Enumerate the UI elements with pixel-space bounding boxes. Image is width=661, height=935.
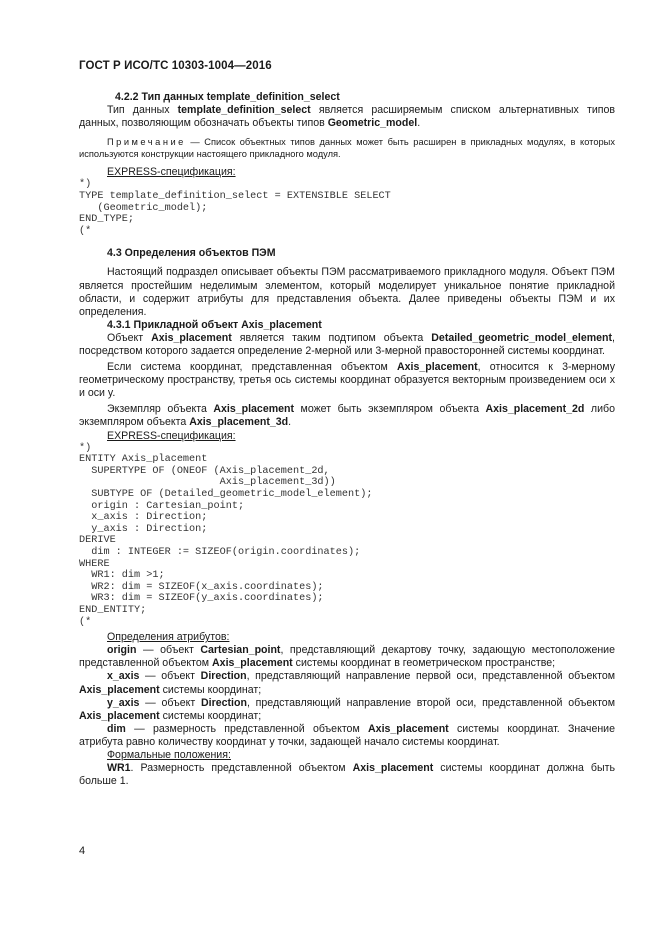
attribute-definitions-label: Определения атрибутов: bbox=[107, 631, 230, 644]
attribute-x-axis: x_axis — объект Direction, представляющий направление первой оси, представленной объектом Axis_placement системы координат; bbox=[79, 670, 616, 696]
page-header: ГОСТ Р ИСО/ТС 10303-1004—2016 bbox=[79, 60, 272, 72]
paragraph-axis-placement-2: Если система координат, представленная объектом Axis_placement, относится к 3-мерному геометрическому пространству, третья ось системы координат образуется векторным произведением оси x и оси y. bbox=[79, 361, 615, 400]
heading-4-3-1: 4.3.1 Прикладной объект Axis_placement bbox=[107, 318, 322, 331]
paragraph-axis-placement-3: Экземпляр объекта Axis_placement может быть экземпляром объекта Axis_placement_2d либо экземпляром объекта Axis_placement_3d. bbox=[79, 403, 615, 429]
express-label-1: EXPRESS-спецификация: bbox=[107, 166, 236, 179]
heading-4-3: 4.3 Определения объектов ПЭМ bbox=[107, 247, 276, 260]
rule-wr1: WR1. Размерность представленной объектом Axis_placement системы координат должна быть больше 1. bbox=[79, 762, 615, 788]
page-number: 4 bbox=[79, 845, 86, 857]
paragraph-axis-placement-1: Объект Axis_placement является таким подтипом объекта Detailed_geometric_model_element, посредством которого задается определение 2-мерной или 3-мерной правосторонней системы координат. bbox=[79, 331, 615, 357]
express-label-2: EXPRESS-спецификация: bbox=[107, 429, 236, 442]
attribute-y-axis: y_axis — объект Direction, представляющий направление второй оси, представленной объектом Axis_placement системы координат; bbox=[79, 696, 615, 722]
attribute-dim: dim — размерность представленной объектом Axis_placement системы координат. Значение атрибута равно количеству координат у точки, задающей начало системы координат. bbox=[79, 722, 615, 748]
paragraph-template-definition-select: Тип данных template_definition_select является расширяемым списком альтернативных типов данных, позволяющим обозначать объекты типов Geometric_model. bbox=[79, 104, 615, 130]
express-code-template-definition-select: *) TYPE template_definition_select = EXTENSIBLE SELECT (Geometric_model); END_TYPE; (* bbox=[79, 179, 391, 237]
page-content bbox=[79, 91, 615, 788]
heading-4-2-2: 4.2.2 Тип данных template_definition_select bbox=[115, 91, 340, 103]
express-code-axis-placement: *) ENTITY Axis_placement SUPERTYPE OF (ONEOF (Axis_placement_2d, Axis_placement_3d)) SUBTYPE OF (Detailed_geometric_model_element); origin : Cartesian_point; x_axis : Direction; y_axis : Direction; DERIVE dim : INTEGER := SIZEOF(origin.coordinates); WHERE WR1: dim >1; WR2: dim = SIZEOF(x_axis.coordinates); WR3: dim = SIZEOF(y_axis.coordinates); END_ENTITY; (* bbox=[79, 442, 373, 628]
paragraph-4-3-intro: Настоящий подраздел описывает объекты ПЭМ рассматриваемого прикладного модуля. Объект ПЭМ является простейшим неделимым элементом, который моделирует уникальное понятие прикладной области, и содержит атрибуты для представления объекта. Далее приведены объекты ПЭМ и их определения. bbox=[79, 266, 615, 318]
note-paragraph: Примечание — Список объектных типов данных может быть расширен в прикладных модулях, в которых используются конструкции настоящего прикладного модуля. bbox=[79, 137, 615, 160]
attribute-origin: origin — объект Cartesian_point, представляющий декартову точку, задающую местоположение представленной объектом Axis_placement системы координат в геометрическом пространстве; bbox=[79, 644, 615, 670]
formal-propositions-label: Формальные положения: bbox=[107, 749, 231, 761]
